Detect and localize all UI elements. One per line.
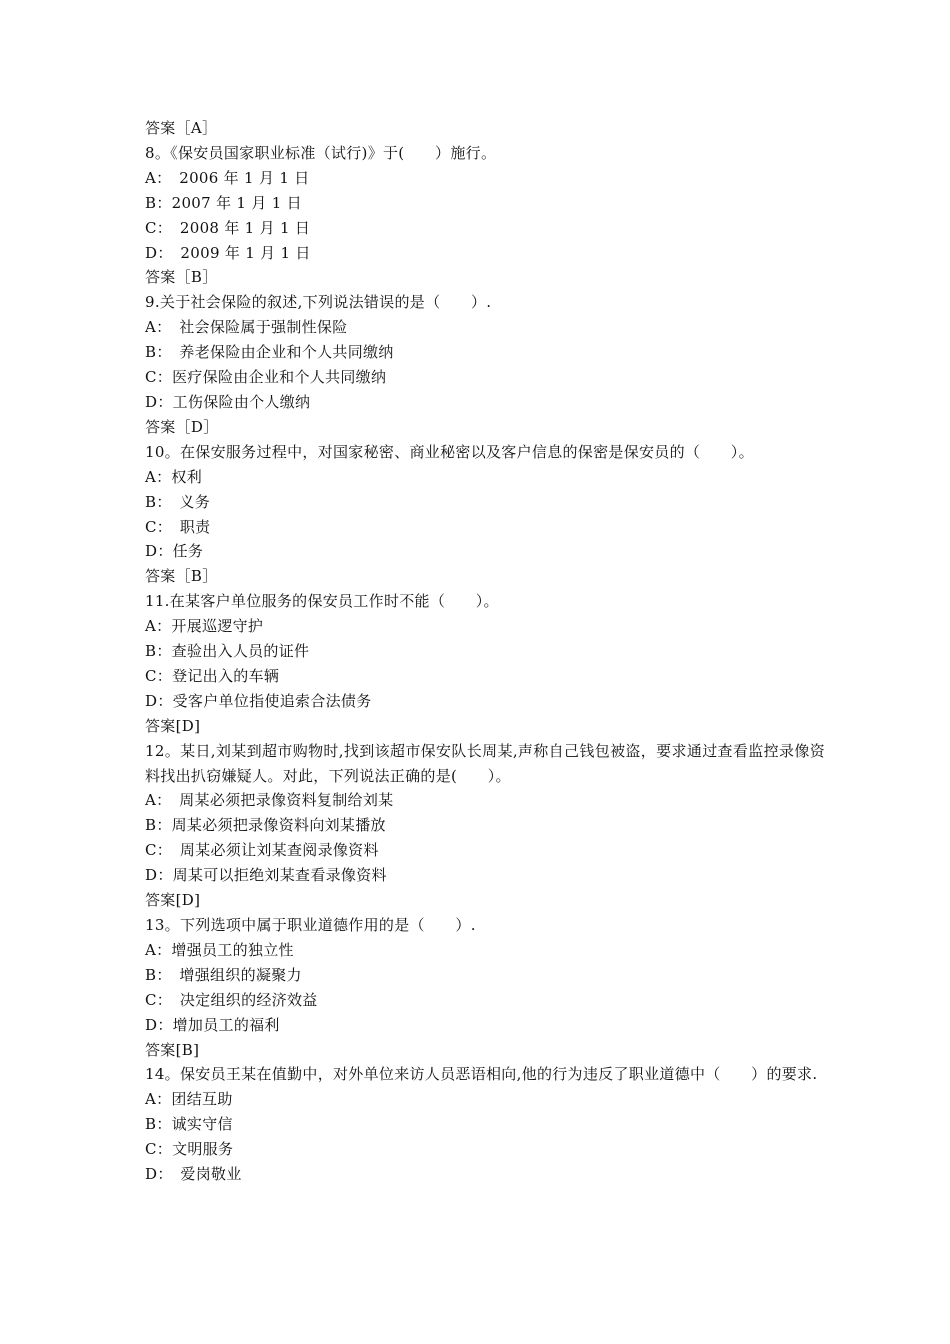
q14-option-b: B：诚实守信 [145, 1115, 233, 1134]
q11-option-d: D：受客户单位指使追索合法债务 [145, 691, 372, 710]
question-9: 9.关于社会保险的叙述,下列说法错误的是（ ）. [145, 293, 492, 312]
q12-option-b: B：周某必须把录像资料向刘某播放 [145, 816, 386, 835]
q13-option-b: B： 增强组织的凝聚力 [145, 965, 302, 984]
q9-option-b: B： 养老保险由企业和个人共同缴纳 [145, 343, 394, 362]
question-14: 14。保安员王某在值勤中，对外单位来访人员恶语相向,他的行为违反了职业道德中（ ）的要求. [145, 1065, 818, 1084]
q9-option-d: D：工伤保险由个人缴纳 [145, 392, 311, 411]
answer-7: 答案［A］ [145, 119, 218, 137]
answer-12: 答案[D] [145, 891, 201, 910]
q14-option-c: C：文明服务 [145, 1140, 234, 1159]
question-12: 12。某日,刘某到超市购物时,找到该超市保安队长周某,声称自己钱包被盗，要求通过查看监控录像资料找出扒窃嫌疑人。对此，下列说法正确的是( ）。 [145, 741, 825, 785]
question-13: 13。下列选项中属于职业道德作用的是（ ）. [145, 916, 476, 934]
q10-option-c: C： 职责 [145, 517, 211, 536]
q12-option-a: A： 周某必须把录像资料复制给刘某 [145, 791, 394, 810]
q14-option-a: A：团结互助 [145, 1090, 233, 1109]
q8-option-d: D： 2009 年 1 月 1 日 [145, 243, 311, 262]
q9-option-c: C：医疗保险由企业和个人共同缴纳 [145, 368, 387, 387]
question-11: 11.在某客户单位服务的保安员工作时不能（ ）。 [145, 592, 499, 611]
answer-9: 答案［D］ [145, 417, 219, 436]
document-body [145, 116, 825, 1187]
answer-11: 答案[D] [145, 716, 201, 735]
q9-option-a: A： 社会保险属于强制性保险 [145, 318, 348, 337]
q11-option-c: C：登记出入的车辆 [145, 666, 280, 685]
q11-option-a: A：开展巡逻守护 [145, 617, 264, 636]
q13-option-c: C： 决定组织的经济效益 [145, 990, 318, 1009]
q13-option-d: D：增加员工的福利 [145, 1015, 280, 1034]
q10-option-d: D：任务 [145, 542, 204, 561]
question-8: 8。《保安员国家职业标准（试行)》于( ）施行。 [145, 143, 497, 162]
q8-option-a: A： 2006 年 1 月 1 日 [145, 168, 310, 187]
answer-13: 答案[B] [145, 1040, 200, 1059]
q13-option-a: A：增强员工的独立性 [145, 940, 294, 959]
question-10: 10。在保安服务过程中，对国家秘密、商业秘密以及客户信息的保密是保安员的（ ）。 [145, 442, 754, 461]
q14-option-d: D： 爱岗敬业 [145, 1165, 242, 1184]
q10-option-a: A：权利 [145, 467, 203, 486]
q10-option-b: B： 义务 [145, 492, 211, 511]
q11-option-b: B：查验出入人员的证件 [145, 642, 310, 661]
q8-option-b: B：2007 年 1 月 1 日 [145, 193, 302, 212]
answer-8: 答案［B］ [145, 268, 218, 287]
q12-option-d: D：周某可以拒绝刘某查看录像资料 [145, 866, 387, 885]
q12-option-c: C： 周某必须让刘某查阅录像资料 [145, 841, 379, 860]
q8-option-c: C： 2008 年 1 月 1 日 [145, 218, 311, 237]
answer-10: 答案［B］ [145, 567, 218, 586]
